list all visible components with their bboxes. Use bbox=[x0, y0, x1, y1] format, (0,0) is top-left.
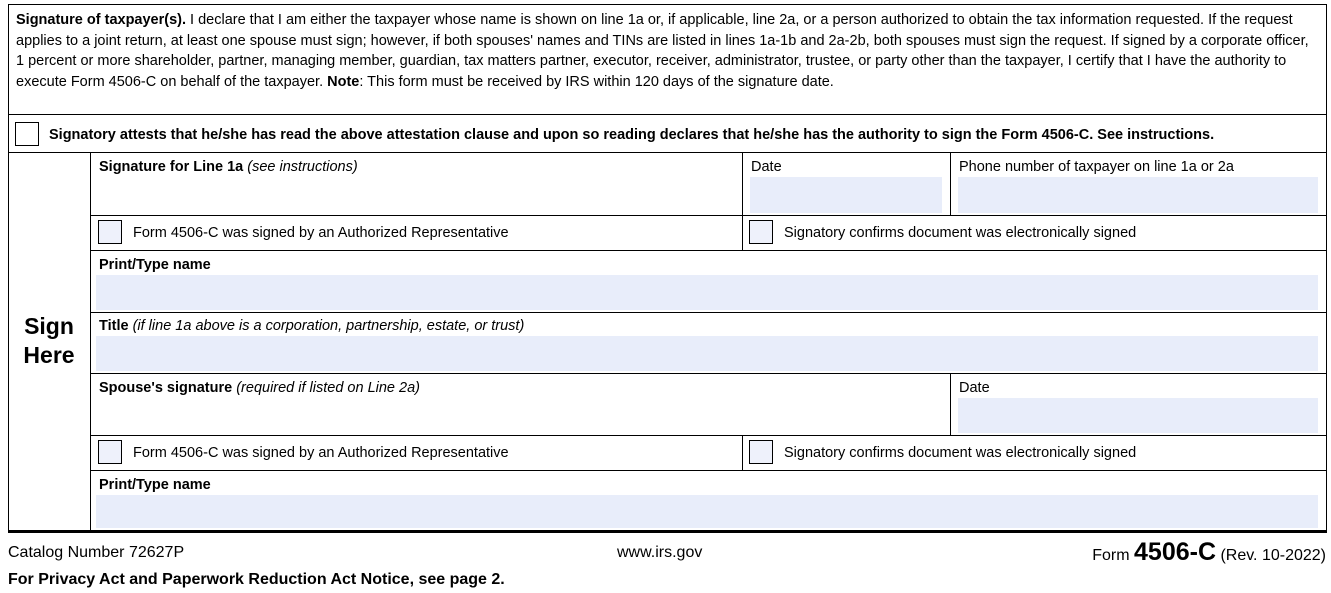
frame-left-border bbox=[8, 4, 9, 531]
irs-website: www.irs.gov bbox=[617, 544, 703, 561]
taxpayer-esign-label: Signatory confirms document was electronically signed bbox=[784, 225, 1137, 241]
title-field[interactable] bbox=[96, 336, 1318, 371]
divider-row2-bottom bbox=[90, 250, 1327, 251]
spouse-signature-field[interactable] bbox=[96, 398, 944, 433]
taxpayer-esign-checkbox[interactable] bbox=[749, 220, 773, 244]
form-identifier bbox=[1092, 538, 1326, 567]
spouse-esign-checkbox[interactable] bbox=[749, 440, 773, 464]
phone-field[interactable] bbox=[958, 177, 1318, 213]
attestation-label: Signatory attests that he/she has read the above attestation clause and upon so reading declares that he/she has the authority to sign the Form 4506-C. See instructions. bbox=[49, 127, 1215, 143]
sign-here-label bbox=[10, 312, 88, 370]
catalog-number: Catalog Number 72627P bbox=[8, 544, 185, 561]
taxpayer-signature-label bbox=[99, 158, 358, 176]
frame-right-border bbox=[1326, 4, 1327, 531]
divider-row4 bbox=[90, 373, 1327, 374]
sign-here-divider bbox=[90, 152, 91, 531]
divider-date-phone bbox=[950, 152, 951, 215]
taxpayer-print-name-field[interactable] bbox=[96, 275, 1318, 310]
divider-attestation bbox=[8, 152, 1327, 153]
divider-sig-date bbox=[742, 152, 743, 215]
taxpayer-signature-title: Signature for Line 1a bbox=[99, 159, 244, 175]
spouse-signature-label bbox=[99, 379, 420, 397]
divider-declaration bbox=[8, 114, 1327, 115]
taxpayer-auth-rep-checkbox[interactable] bbox=[98, 220, 122, 244]
spouse-auth-rep-label: Form 4506-C was signed by an Authorized Representative bbox=[133, 445, 509, 461]
form-revision: (Rev. 10-2022) bbox=[1216, 547, 1326, 564]
form-prefix: Form bbox=[1092, 547, 1135, 564]
title-label bbox=[99, 317, 524, 335]
divider-row3 bbox=[90, 312, 1327, 313]
spouse-signature-title: Spouse's signature bbox=[99, 380, 233, 396]
taxpayer-signature-hint: (see instructions) bbox=[243, 159, 358, 175]
divider-row6 bbox=[742, 435, 743, 470]
spouse-print-name-field[interactable] bbox=[96, 495, 1318, 528]
divider-spouse-date bbox=[950, 373, 951, 435]
taxpayer-date-label: Date bbox=[751, 159, 782, 175]
divider-row5 bbox=[90, 435, 1327, 436]
title-label-hint: (if line 1a above is a corporation, partnership, estate, or trust) bbox=[128, 318, 525, 334]
form-number: 4506-C bbox=[1134, 538, 1217, 566]
spouse-date-field[interactable] bbox=[958, 398, 1318, 433]
note-text: : This form must be received by IRS within 120 days of the signature date. bbox=[359, 73, 834, 90]
privacy-notice: For Privacy Act and Paperwork Reduction Act Notice, see page 2. bbox=[8, 571, 505, 588]
title-label-bold: Title bbox=[99, 318, 129, 334]
form-bottom-rule bbox=[8, 530, 1327, 533]
taxpayer-auth-rep-label: Form 4506-C was signed by an Authorized Representative bbox=[133, 225, 509, 241]
divider-row6-bottom bbox=[90, 470, 1327, 471]
taxpayer-print-name-label bbox=[99, 256, 211, 274]
sign-here-line2: Here bbox=[23, 342, 75, 368]
declaration-title: Signature of taxpayer(s). bbox=[16, 12, 187, 28]
sign-here-line1: Sign bbox=[24, 313, 74, 339]
divider-row1 bbox=[90, 215, 1327, 216]
spouse-esign-label: Signatory confirms document was electronically signed bbox=[784, 445, 1137, 461]
declaration-body: I declare that I am either the taxpayer whose name is shown on line 1a or, if applicable, line 2a, or a person authorized to obtain the tax information requested. If the request applies to a joint return, at least one spouse must sign; however, if both spouses' names and TINs are listed in lines 1a-1b and 2a-2b, both spouses must sign the request. If signed by a corporate officer, 1 percent or more shareholder, partner, managing member, guardian, tax matters partner, executor, receiver, administrator, trustee, or party other than the taxpayer, I certify that I have the authority to execute Form 4506-C on behalf of the taxpayer. bbox=[16, 12, 1309, 90]
spouse-signature-hint: (required if listed on Line 2a) bbox=[232, 380, 420, 396]
spouse-print-name-label bbox=[99, 476, 211, 494]
taxpayer-print-name-title: Print/Type name bbox=[99, 257, 211, 273]
spouse-date-label: Date bbox=[959, 380, 990, 396]
declaration-paragraph bbox=[8, 4, 1326, 114]
phone-label: Phone number of taxpayer on line 1a or 2a bbox=[959, 159, 1234, 175]
note-label: Note bbox=[327, 73, 360, 90]
divider-row2 bbox=[742, 215, 743, 250]
taxpayer-date-field[interactable] bbox=[750, 177, 942, 213]
taxpayer-signature-field[interactable] bbox=[96, 177, 736, 213]
spouse-print-name-title: Print/Type name bbox=[99, 477, 211, 493]
spouse-auth-rep-checkbox[interactable] bbox=[98, 440, 122, 464]
attestation-checkbox[interactable] bbox=[15, 122, 39, 146]
